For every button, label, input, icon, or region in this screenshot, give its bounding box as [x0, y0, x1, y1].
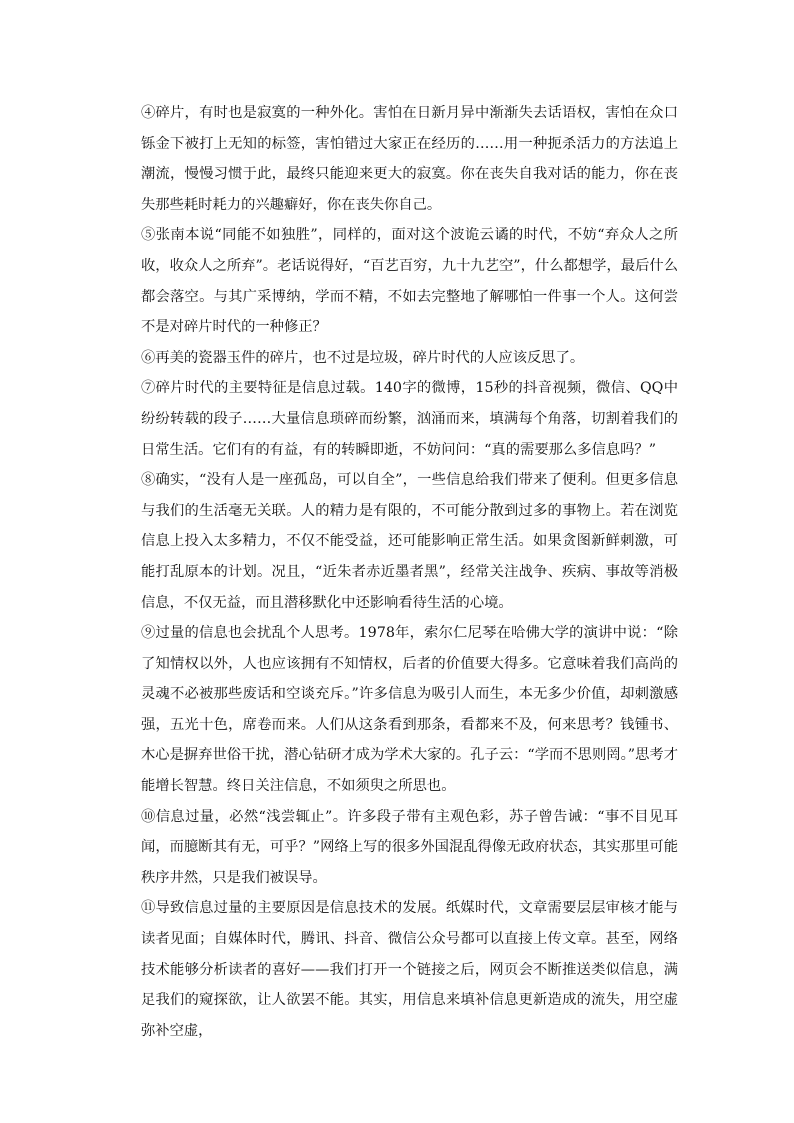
paragraph-6: ⑥再美的瓷器玉件的碎片，也不过是垃圾，碎片时代的人应该反思了。 — [141, 349, 585, 366]
paragraph-10: ⑩信息过量，必然“浅尝辄止”。许多段子带有主观色彩，苏子曾告诫：“事不目见耳闻，而臆断其有无，可乎？”网络上写的很多外国混乱得像无政府状态，其实那里可能秩序井然，只是我们被误导。 — [141, 808, 678, 886]
paragraph-11: ⑪导致信息过量的主要原因是信息技术的发展。纸媒时代，文章需要层层审核才能与读者见面；自媒体时代，腾讯、抖音、微信公众号都可以直接上传文章。甚至，网络技术能够分析读者的喜好——我们打开一个链接之后，网页会不断推送类似信息，满足我们的窥探欲，让人欲罢不能。其实，用信息来填补信息更新造成的流失，用空虚弥补空虚， — [141, 900, 678, 1039]
paragraph-5: ⑤张南本说“同能不如独胜”，同样的，面对这个波诡云谲的时代，不妨“弃众人之所收，收众人之所弃”。老话说得好，“百艺百穷，九十九艺空”，什么都想学，最后什么都会落空。与其广采博纳，学而不精，不如去完整地了解哪怕一件事一个人。这何尝不是对碎片时代的一种修正？ — [141, 227, 678, 336]
paragraph-9: ⑨过量的信息也会扰乱个人思考。1978年，索尔仁尼琴在哈佛大学的演讲中说：“除了知情权以外，人也应该拥有不知情权，后者的价值要大得多。它意味着我们高尚的灵魂不必被那些废话和空谈充斥。”许多信息为吸引人而生，本无多少价值，却刺激感强，五光十色，席卷而来。人们从这条看到那条，看都来不及，何来思考？钱锺书、木心是摒弃世俗干扰，潜心钻研才成为学术大家的。孔子云：“学而不思则罔。”思考才能增长智慧。终日关注信息，不如须臾之所思也。 — [141, 625, 678, 795]
paragraph-4: ④碎片，有时也是寂寞的一种外化。害怕在日新月异中渐渐失去话语权，害怕在众口铄金下被打上无知的标签，害怕错过大家正在经历的……用一种扼杀活力的方法追上潮流，慢慢习惯于此，最终只能迎来更大的寂寞。你在丧失自我对话的能力，你在丧失那些耗时耗力的兴趣癖好，你在丧失你自己。 — [141, 105, 678, 213]
paragraph-7: ⑦碎片时代的主要特征是信息过载。140字的微博，15秒的抖音视频，微信、QQ中纷纷转载的段子……大量信息琐碎而纷繁，汹涌而来，填满每个角落，切割着我们的日常生活。它们有的有益，有的转瞬即逝，不妨问问：“真的需要那么多信息吗？” — [141, 380, 678, 458]
paragraph-8: ⑧确实，“没有人是一座孤岛，可以自全”，一些信息给我们带来了便利。但更多信息与我们的生活毫无关联。人的精力是有限的，不可能分散到过多的事物上。若在浏览信息上投入太多精力，不仅不能受益，还可能影响正常生活。如果贪图新鲜刺激，可能打乱原本的计划。况且，“近朱者赤近墨者黑”，经常关注战争、疾病、事故等消极信息，不仅无益，而且潜移默化中还影响看待生活的心境。 — [141, 472, 678, 611]
document-body — [141, 98, 678, 1046]
